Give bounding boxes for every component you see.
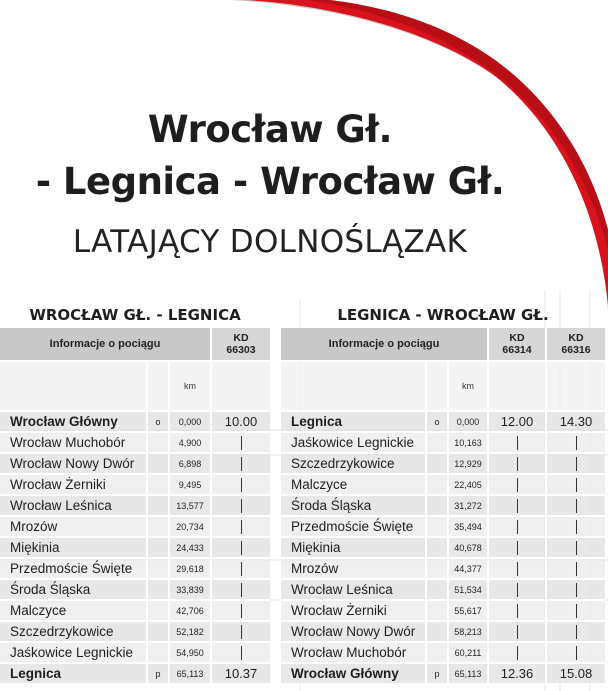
table-row bbox=[281, 622, 605, 643]
pass-through-marker bbox=[212, 454, 270, 475]
pass-through-marker bbox=[547, 496, 605, 517]
station-name: Przedmoście Święte bbox=[281, 517, 427, 538]
pass-bar bbox=[241, 499, 242, 513]
pass-bar bbox=[576, 541, 577, 555]
direction-title: LEGNICA - WROCŁAW GŁ. bbox=[337, 306, 549, 324]
station-name: Wrocław Muchobór bbox=[281, 643, 427, 664]
pass-through-marker bbox=[547, 475, 605, 496]
route-title-line1: Wrocław Gł. bbox=[147, 108, 393, 151]
station-name: Przedmoście Święte bbox=[0, 559, 148, 580]
table-row bbox=[0, 601, 270, 622]
pass-bar bbox=[517, 646, 518, 660]
pass-bar bbox=[517, 499, 518, 513]
stop-marker bbox=[427, 622, 449, 643]
pass-bar bbox=[576, 583, 577, 597]
stop-marker bbox=[148, 538, 170, 559]
pass-through-marker bbox=[547, 559, 605, 580]
km-value: 13,577 bbox=[170, 496, 212, 517]
km-value: 55,617 bbox=[449, 601, 489, 622]
stop-marker bbox=[148, 433, 170, 454]
pass-bar bbox=[241, 625, 242, 639]
km-header-row bbox=[0, 362, 270, 412]
pass-bar bbox=[576, 520, 577, 534]
pass-through-marker bbox=[212, 496, 270, 517]
pass-through-marker bbox=[489, 454, 547, 475]
pass-bar bbox=[517, 457, 518, 471]
table-row bbox=[0, 496, 270, 517]
table-row bbox=[281, 559, 605, 580]
pass-through-marker bbox=[489, 433, 547, 454]
km-value: 65,113 bbox=[170, 664, 212, 685]
table-row bbox=[0, 664, 270, 685]
station-name: Środa Śląska bbox=[0, 580, 148, 601]
km-value: 31,272 bbox=[449, 496, 489, 517]
station-name: Malczyce bbox=[0, 601, 148, 622]
table-row bbox=[281, 664, 605, 685]
stop-marker bbox=[427, 433, 449, 454]
pass-bar bbox=[517, 562, 518, 576]
train-info-header: Informacje o pociągu bbox=[0, 328, 212, 362]
pass-bar bbox=[517, 541, 518, 555]
stop-marker bbox=[148, 475, 170, 496]
table-row bbox=[281, 496, 605, 517]
train-info-header: Informacje o pociągu bbox=[281, 328, 489, 362]
train-number bbox=[547, 328, 605, 362]
station-name: Legnica bbox=[281, 412, 427, 433]
table-row bbox=[281, 580, 605, 601]
station-name: Mrozów bbox=[281, 559, 427, 580]
station-name: Wrocław Nowy Dwór bbox=[0, 454, 148, 475]
train-id: 66314 bbox=[502, 344, 532, 356]
train-carrier: KD bbox=[233, 332, 249, 344]
table-row bbox=[281, 454, 605, 475]
pass-through-marker bbox=[547, 454, 605, 475]
km-value: 60,211 bbox=[449, 643, 489, 664]
km-value: 33,839 bbox=[170, 580, 212, 601]
stop-marker bbox=[427, 538, 449, 559]
stop-marker: p bbox=[148, 664, 170, 685]
stop-marker bbox=[427, 475, 449, 496]
pass-bar bbox=[241, 436, 242, 450]
table-row bbox=[0, 580, 270, 601]
km-value: 29,618 bbox=[170, 559, 212, 580]
pass-bar bbox=[241, 604, 242, 618]
table-row bbox=[0, 643, 270, 664]
station-name: Wrocław Muchobór bbox=[0, 433, 148, 454]
train-number bbox=[489, 328, 547, 362]
station-name: Malczyce bbox=[281, 475, 427, 496]
time-cell: 10.00 bbox=[212, 412, 270, 433]
timetable-legnica-wroclaw bbox=[281, 302, 605, 685]
stop-marker bbox=[427, 580, 449, 601]
stop-marker bbox=[427, 601, 449, 622]
timetable-wroclaw-legnica bbox=[0, 302, 270, 685]
table-row bbox=[281, 538, 605, 559]
km-value: 6,898 bbox=[170, 454, 212, 475]
table-row bbox=[0, 454, 270, 475]
table-row bbox=[281, 412, 605, 433]
header-row bbox=[0, 328, 270, 362]
station-name: Szczedrzykowice bbox=[0, 622, 148, 643]
table-row bbox=[0, 412, 270, 433]
km-value: 0,000 bbox=[449, 412, 489, 433]
time-cell: 14.30 bbox=[547, 412, 605, 433]
pass-bar bbox=[517, 625, 518, 639]
km-value: 44,377 bbox=[449, 559, 489, 580]
pass-bar bbox=[517, 520, 518, 534]
time-cell: 15.08 bbox=[547, 664, 605, 685]
km-value: 54,950 bbox=[170, 643, 212, 664]
km-value: 0,000 bbox=[170, 412, 212, 433]
station-name: Wrocław Żerniki bbox=[281, 601, 427, 622]
pass-through-marker bbox=[547, 538, 605, 559]
table-row bbox=[0, 517, 270, 538]
station-name: Szczedrzykowice bbox=[281, 454, 427, 475]
station-name: Legnica bbox=[0, 664, 148, 685]
pass-through-marker bbox=[212, 433, 270, 454]
pass-through-marker bbox=[489, 538, 547, 559]
pass-through-marker bbox=[547, 433, 605, 454]
table-row bbox=[0, 433, 270, 454]
direction-title: WROCŁAW GŁ. - LEGNICA bbox=[29, 306, 241, 324]
km-value: 58,213 bbox=[449, 622, 489, 643]
table-row bbox=[0, 622, 270, 643]
km-value: 10,163 bbox=[449, 433, 489, 454]
pass-through-marker bbox=[489, 643, 547, 664]
km-value: 9,495 bbox=[170, 475, 212, 496]
pass-through-marker bbox=[212, 559, 270, 580]
header-row bbox=[281, 328, 605, 362]
pass-through-marker bbox=[212, 580, 270, 601]
km-header-row bbox=[281, 362, 605, 412]
station-name: Mrozów bbox=[0, 517, 148, 538]
pass-bar bbox=[576, 478, 577, 492]
pass-bar bbox=[576, 436, 577, 450]
stop-marker: o bbox=[427, 412, 449, 433]
time-cell: 10.37 bbox=[212, 664, 270, 685]
pass-through-marker bbox=[489, 496, 547, 517]
pass-through-marker bbox=[547, 643, 605, 664]
stop-marker bbox=[427, 517, 449, 538]
station-rows bbox=[0, 412, 270, 685]
table-row bbox=[281, 643, 605, 664]
pass-through-marker bbox=[489, 517, 547, 538]
pass-bar bbox=[517, 583, 518, 597]
pass-through-marker bbox=[489, 601, 547, 622]
km-value: 4,900 bbox=[170, 433, 212, 454]
pass-through-marker bbox=[547, 517, 605, 538]
pass-through-marker bbox=[547, 580, 605, 601]
table-row bbox=[0, 559, 270, 580]
table-row bbox=[281, 475, 605, 496]
stop-marker: p bbox=[427, 664, 449, 685]
time-cell: 12.00 bbox=[489, 412, 547, 433]
km-value: 20,734 bbox=[170, 517, 212, 538]
pass-through-marker bbox=[212, 601, 270, 622]
km-value: 52,182 bbox=[170, 622, 212, 643]
stop-marker bbox=[427, 643, 449, 664]
km-value: 65,113 bbox=[449, 664, 489, 685]
train-carrier: KD bbox=[509, 332, 525, 344]
stop-marker bbox=[148, 517, 170, 538]
timetable-table bbox=[0, 328, 270, 685]
stop-marker bbox=[427, 454, 449, 475]
km-value: 35,494 bbox=[449, 517, 489, 538]
table-row bbox=[0, 475, 270, 496]
pass-through-marker bbox=[212, 622, 270, 643]
pass-bar bbox=[241, 520, 242, 534]
stop-marker bbox=[427, 559, 449, 580]
train-id: 66303 bbox=[226, 344, 256, 356]
pass-through-marker bbox=[212, 643, 270, 664]
pass-bar bbox=[576, 562, 577, 576]
table-row bbox=[281, 433, 605, 454]
pass-bar bbox=[241, 478, 242, 492]
table-row bbox=[281, 601, 605, 622]
station-name: Miękinia bbox=[281, 538, 427, 559]
pass-bar bbox=[517, 478, 518, 492]
train-carrier: KD bbox=[568, 332, 584, 344]
train-id: 66316 bbox=[561, 344, 591, 356]
station-name: Wrocław Nowy Dwór bbox=[281, 622, 427, 643]
stop-marker bbox=[148, 454, 170, 475]
stop-marker bbox=[427, 496, 449, 517]
pass-bar bbox=[517, 436, 518, 450]
station-name: Środa Śląska bbox=[281, 496, 427, 517]
km-value: 24,433 bbox=[170, 538, 212, 559]
pass-through-marker bbox=[212, 517, 270, 538]
train-number bbox=[212, 328, 270, 362]
station-name: Wrocław Główny bbox=[281, 664, 427, 685]
stop-marker bbox=[148, 496, 170, 517]
stop-marker bbox=[148, 643, 170, 664]
pass-bar bbox=[576, 646, 577, 660]
km-value: 12,929 bbox=[449, 454, 489, 475]
station-name: Jaśkowice Legnickie bbox=[281, 433, 427, 454]
pass-through-marker bbox=[489, 580, 547, 601]
stop-marker bbox=[148, 559, 170, 580]
km-value: 51,534 bbox=[449, 580, 489, 601]
pass-bar bbox=[241, 541, 242, 555]
km-value: 22,405 bbox=[449, 475, 489, 496]
station-name: Wrocław Leśnica bbox=[0, 496, 148, 517]
station-name: Wrocław Główny bbox=[0, 412, 148, 433]
pass-through-marker bbox=[547, 622, 605, 643]
pass-bar bbox=[241, 457, 242, 471]
km-value: 40,678 bbox=[449, 538, 489, 559]
route-title-line2: - Legnica - Wrocław Gł. bbox=[35, 160, 505, 203]
pass-through-marker bbox=[547, 601, 605, 622]
station-name: Wrocław Leśnica bbox=[281, 580, 427, 601]
pass-bar bbox=[576, 625, 577, 639]
pass-bar bbox=[241, 562, 242, 576]
pass-bar bbox=[241, 646, 242, 660]
table-row bbox=[0, 538, 270, 559]
pass-through-marker bbox=[489, 622, 547, 643]
pass-bar bbox=[576, 499, 577, 513]
km-header: km bbox=[170, 362, 212, 412]
pass-through-marker bbox=[212, 538, 270, 559]
station-rows bbox=[281, 412, 605, 685]
stop-marker bbox=[148, 580, 170, 601]
pass-through-marker bbox=[489, 559, 547, 580]
pass-bar bbox=[517, 604, 518, 618]
station-name: Jaśkowice Legnickie bbox=[0, 643, 148, 664]
km-header: km bbox=[449, 362, 489, 412]
km-value: 42,706 bbox=[170, 601, 212, 622]
time-cell: 12.36 bbox=[489, 664, 547, 685]
timetable-table bbox=[281, 328, 605, 685]
station-name: Miękinia bbox=[0, 538, 148, 559]
pass-through-marker bbox=[489, 475, 547, 496]
pass-through-marker bbox=[212, 475, 270, 496]
station-name: Wrocław Żerniki bbox=[0, 475, 148, 496]
pass-bar bbox=[576, 457, 577, 471]
stop-marker: o bbox=[148, 412, 170, 433]
pass-bar bbox=[576, 604, 577, 618]
stop-marker bbox=[148, 622, 170, 643]
table-row bbox=[281, 517, 605, 538]
stop-marker bbox=[148, 601, 170, 622]
train-name: LATAJĄCY DOLNOŚLĄZAK bbox=[72, 224, 468, 260]
pass-bar bbox=[241, 583, 242, 597]
